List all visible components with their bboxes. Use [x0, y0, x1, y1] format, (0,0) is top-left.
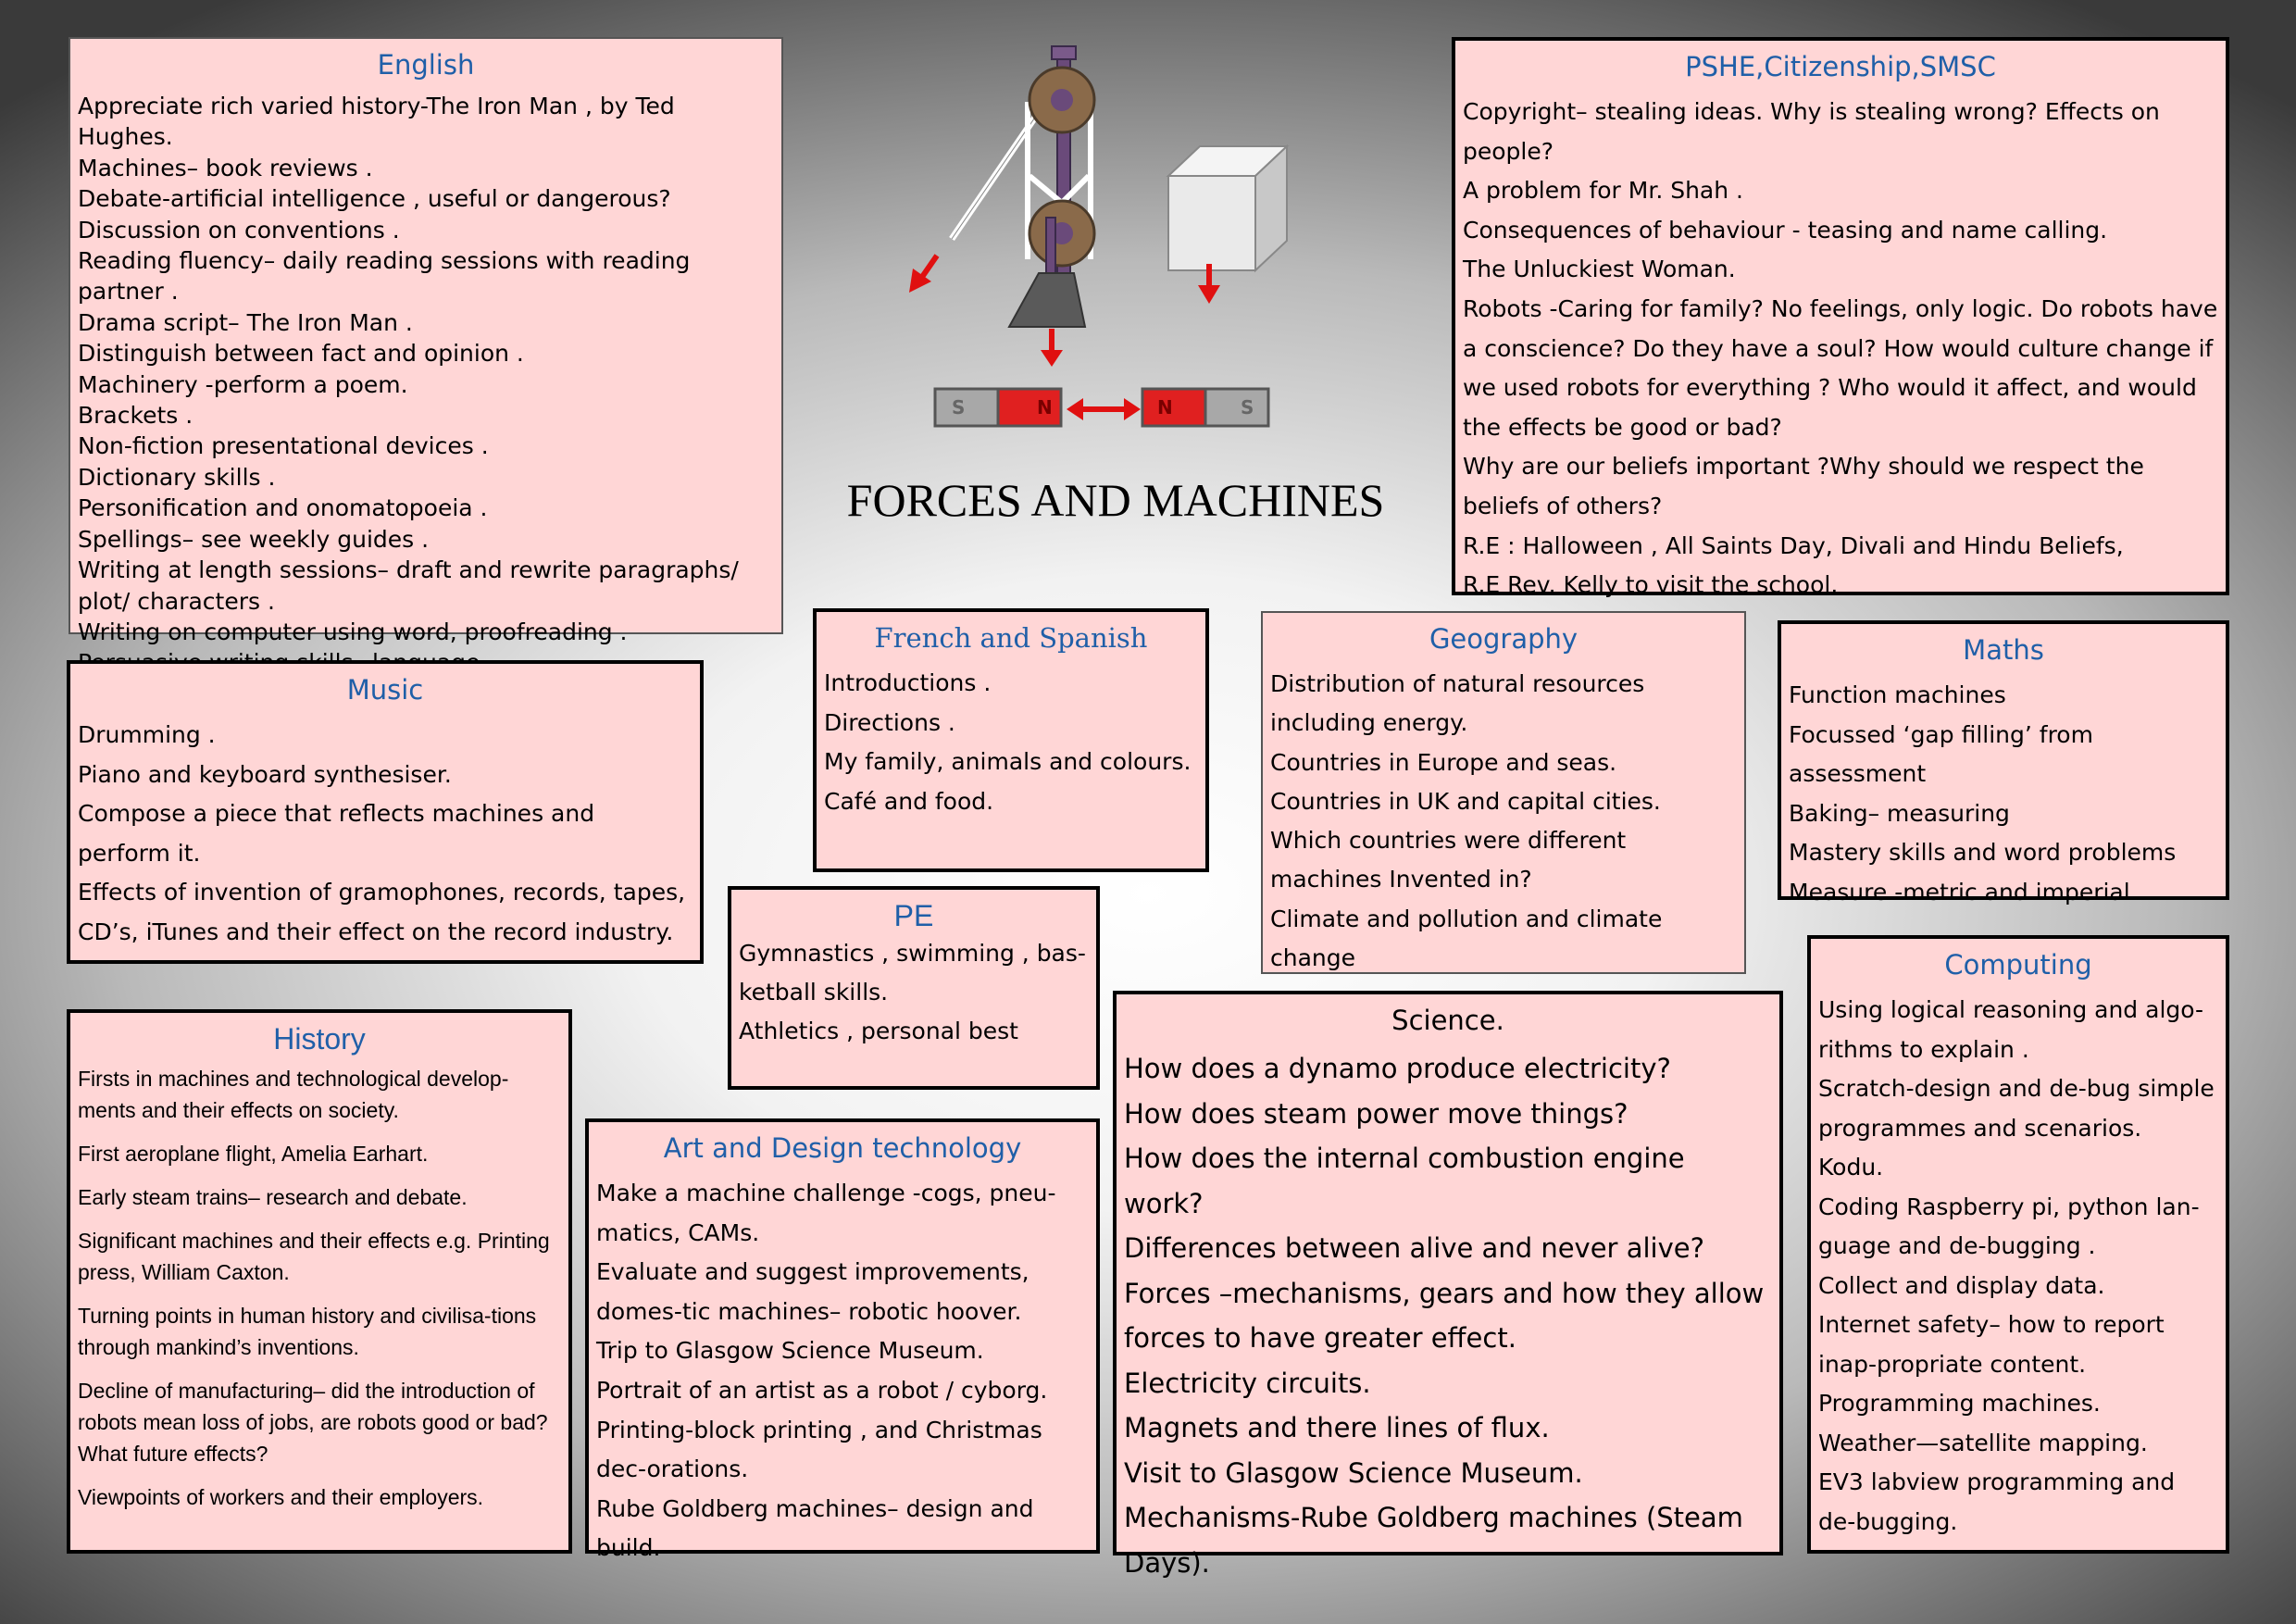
french-spanish-panel: [813, 608, 1209, 872]
pole-label: S: [952, 396, 966, 418]
list-item: Mastery skills and word problems: [1789, 839, 2177, 866]
page-title: FORCES AND MACHINES: [846, 474, 1385, 526]
list-item: Discussion on conventions .: [78, 216, 400, 244]
list-item: Brackets .: [78, 402, 193, 430]
list-item: Collect and display data.: [1818, 1271, 2105, 1299]
list-item: Programming machines.: [1818, 1390, 2101, 1417]
list-item: Electricity circuits.: [1124, 1367, 1371, 1399]
list-item: A problem for Mr. Shah .: [1463, 177, 1743, 205]
list-item: The Unluckiest Woman.: [1463, 256, 1736, 283]
list-item: Make a machine challenge -cogs, pneu-matics, CAMs.: [596, 1180, 1056, 1246]
list-item: Writing on computer using word, proofreading .: [78, 618, 628, 645]
forces-illustration: [889, 37, 1315, 444]
list-item: Trip to Glasgow Science Museum.: [596, 1337, 984, 1365]
list-item: Appreciate rich varied history-The Iron Man , by Ted Hughes.: [78, 93, 675, 151]
list-item: Non-fiction presentational devices .: [78, 432, 489, 460]
list-item: Viewpoints of workers and their employers.: [78, 1485, 484, 1509]
list-item: Mechanisms-Rube Goldberg machines (Steam Days).: [1124, 1502, 1743, 1579]
list-item: Why are our beliefs important ?Why should we respect the beliefs of others?: [1463, 453, 2144, 519]
list-item: Decline of manufacturing– did the introduction of robots mean loss of jobs, are robots good or bad? What future effects?: [78, 1379, 548, 1466]
panel-heading: History: [273, 1022, 366, 1056]
music-list: [78, 716, 693, 952]
geography-panel: [1261, 611, 1746, 974]
panel-heading: Art and Design technology: [663, 1132, 1022, 1164]
list-item: Café and food.: [824, 787, 994, 815]
computing-list: [1818, 991, 2218, 1542]
list-item: Athletics , personal best: [739, 1018, 1018, 1044]
geography-list: [1270, 665, 1737, 978]
list-item: Compose a piece that reflects machines and perform it.: [78, 800, 595, 867]
list-item: Printing-block printing , and Christmas dec-orations.: [596, 1416, 1042, 1483]
list-item: Drumming .: [78, 721, 216, 748]
list-item: Evaluate and suggest improvements, domes-tic machines– robotic hoover.: [596, 1258, 1029, 1325]
repel-arrow-icon: [1067, 398, 1141, 420]
list-item: Early steam trains– research and debate.: [78, 1185, 468, 1209]
list-item: Effects of invention of gramophones, records, tapes, CD’s, iTunes and their effect on the record industry.: [78, 879, 686, 945]
list-item: Which countries were different machines Invented in?: [1270, 827, 1627, 893]
list-item: Consequences of behaviour - teasing and name calling.: [1463, 216, 2108, 244]
computing-panel: [1807, 935, 2229, 1554]
list-item: Debate-artificial intelligence , useful or dangerous?: [78, 185, 671, 213]
list-item: Distribution of natural resources including energy.: [1270, 670, 1645, 737]
list-item: Weather—satellite mapping.: [1818, 1429, 2148, 1456]
force-arrow-icon: [909, 256, 937, 293]
magnet-left: [935, 389, 1061, 426]
list-item: Writing at length sessions– draft and rewrite paragraphs/ plot/ characters .: [78, 556, 739, 615]
list-item: How does the internal combustion engine work?: [1124, 1143, 1685, 1219]
list-item: Kodu.: [1818, 1154, 1884, 1181]
list-item: Spellings– see weekly guides .: [78, 525, 430, 553]
french-list: [824, 664, 1198, 821]
pole-label: N: [1037, 396, 1053, 418]
list-item: Function machines: [1789, 681, 2006, 708]
pole-label: S: [1241, 396, 1254, 418]
list-item: Measure -metric and imperial: [1789, 878, 2130, 906]
list-item: Dictionary skills .: [78, 463, 276, 491]
list-item: EV3 labview programming and de-bugging.: [1818, 1468, 2176, 1535]
music-panel: [67, 660, 704, 964]
maths-panel: [1778, 620, 2229, 906]
science-panel: [1113, 991, 1783, 1579]
list-item: Copyright– stealing ideas. Why is stealing wrong? Effects on people?: [1463, 98, 2160, 165]
list-item: Countries in Europe and seas.: [1270, 748, 1617, 776]
pole-label: N: [1157, 396, 1173, 418]
list-item: Directions .: [824, 708, 955, 736]
panel-heading: English: [377, 49, 475, 81]
art-list: [596, 1174, 1089, 1568]
panel-heading: PE: [893, 899, 934, 932]
list-item: Significant machines and their effects e.g. Printing press, William Caxton.: [78, 1229, 550, 1284]
panel-heading: Geography: [1429, 623, 1578, 655]
list-item: Countries in UK and capital cities.: [1270, 787, 1661, 815]
list-item: Magnets and there lines of flux.: [1124, 1412, 1550, 1443]
panel-heading: PSHE,Citizenship,SMSC: [1685, 51, 1996, 82]
pshe-panel: [1452, 37, 2229, 599]
list-item: Personification and onomatopoeia .: [78, 494, 488, 522]
pshe-list: [1463, 93, 2218, 606]
list-item: Machines– book reviews .: [78, 154, 373, 181]
art-design-panel: [585, 1118, 1100, 1562]
list-item: Baking– measuring: [1789, 799, 2010, 827]
english-panel: [69, 37, 783, 645]
list-item: Using logical reasoning and algo-rithms to explain .: [1818, 996, 2204, 1063]
list-item: Differences between alive and never alive?: [1124, 1232, 1704, 1264]
panel-heading: Maths: [1963, 634, 2044, 666]
english-list: [78, 91, 774, 679]
list-item: Gymnastics , swimming , bas-ketball skills.: [739, 940, 1086, 1006]
list-item: Coding Raspberry pi, python lan-guage and de-bugging .: [1818, 1193, 2200, 1259]
list-item: Drama script– The Iron Man .: [78, 308, 413, 336]
list-item: R.E : Halloween , All Saints Day, Divali and Hindu Beliefs,: [1463, 531, 2124, 559]
list-item: Scratch-design and de-bug simple programmes and scenarios.: [1818, 1075, 2215, 1142]
list-item: Turning points in human history and civilisa-tions through mankind’s inventions.: [78, 1304, 537, 1359]
list-item: Portrait of an artist as a robot / cyborg.: [596, 1376, 1048, 1404]
magnet-right: [1142, 389, 1268, 426]
list-item: Machinery -perform a poem.: [78, 370, 408, 398]
panel-heading: Science.: [1391, 1005, 1504, 1036]
list-item: Focussed ‘gap filling’ from assessment: [1789, 720, 2093, 787]
pulley-system: [952, 46, 1094, 327]
list-item: Forces –mechanisms, gears and how they allow forces to have greater effect.: [1124, 1277, 1765, 1354]
list-item: Distinguish between fact and opinion .: [78, 340, 524, 368]
list-item: Visit to Glasgow Science Museum.: [1124, 1456, 1583, 1489]
list-item: Internet safety– how to report inap-propriate content.: [1818, 1311, 2165, 1378]
list-item: Firsts in machines and technological develop-ments and their effects on society.: [78, 1067, 509, 1122]
science-list: [1124, 1046, 1772, 1585]
panel-heading: Computing: [1944, 949, 2092, 981]
history-list: [78, 1063, 561, 1513]
list-item: Climate and pollution and climate change: [1270, 905, 1663, 972]
list-item: My family, animals and colours.: [824, 748, 1192, 775]
panel-heading: Music: [346, 674, 424, 706]
maths-list: [1789, 676, 2218, 912]
list-item: How does a dynamo produce electricity?: [1124, 1053, 1671, 1084]
force-arrow-icon: [1041, 329, 1063, 367]
cube: [1168, 146, 1287, 270]
pe-panel: [728, 886, 1100, 1090]
list-item: Piano and keyboard synthesiser.: [78, 760, 452, 788]
list-item: Introductions .: [824, 669, 992, 696]
list-item: How does steam power move things?: [1124, 1097, 1628, 1130]
pe-list: [739, 934, 1089, 1051]
list-item: Rube Goldberg machines– design and build.: [596, 1494, 1034, 1562]
panel-heading: French and Spanish: [874, 622, 1148, 654]
history-panel: [67, 1009, 572, 1554]
list-item: First aeroplane flight, Amelia Earhart.: [78, 1142, 429, 1166]
list-item: R.E Rev. Kelly to visit the school.: [1463, 571, 1839, 599]
list-item: Robots -Caring for family? No feelings, only logic. Do robots have a conscience? Do they have a soul? How would culture change if we used robots for everything ? Who would it affect, and would the effects be good or bad?: [1463, 294, 2218, 441]
list-item: Reading fluency– daily reading sessions with reading partner .: [78, 247, 691, 306]
